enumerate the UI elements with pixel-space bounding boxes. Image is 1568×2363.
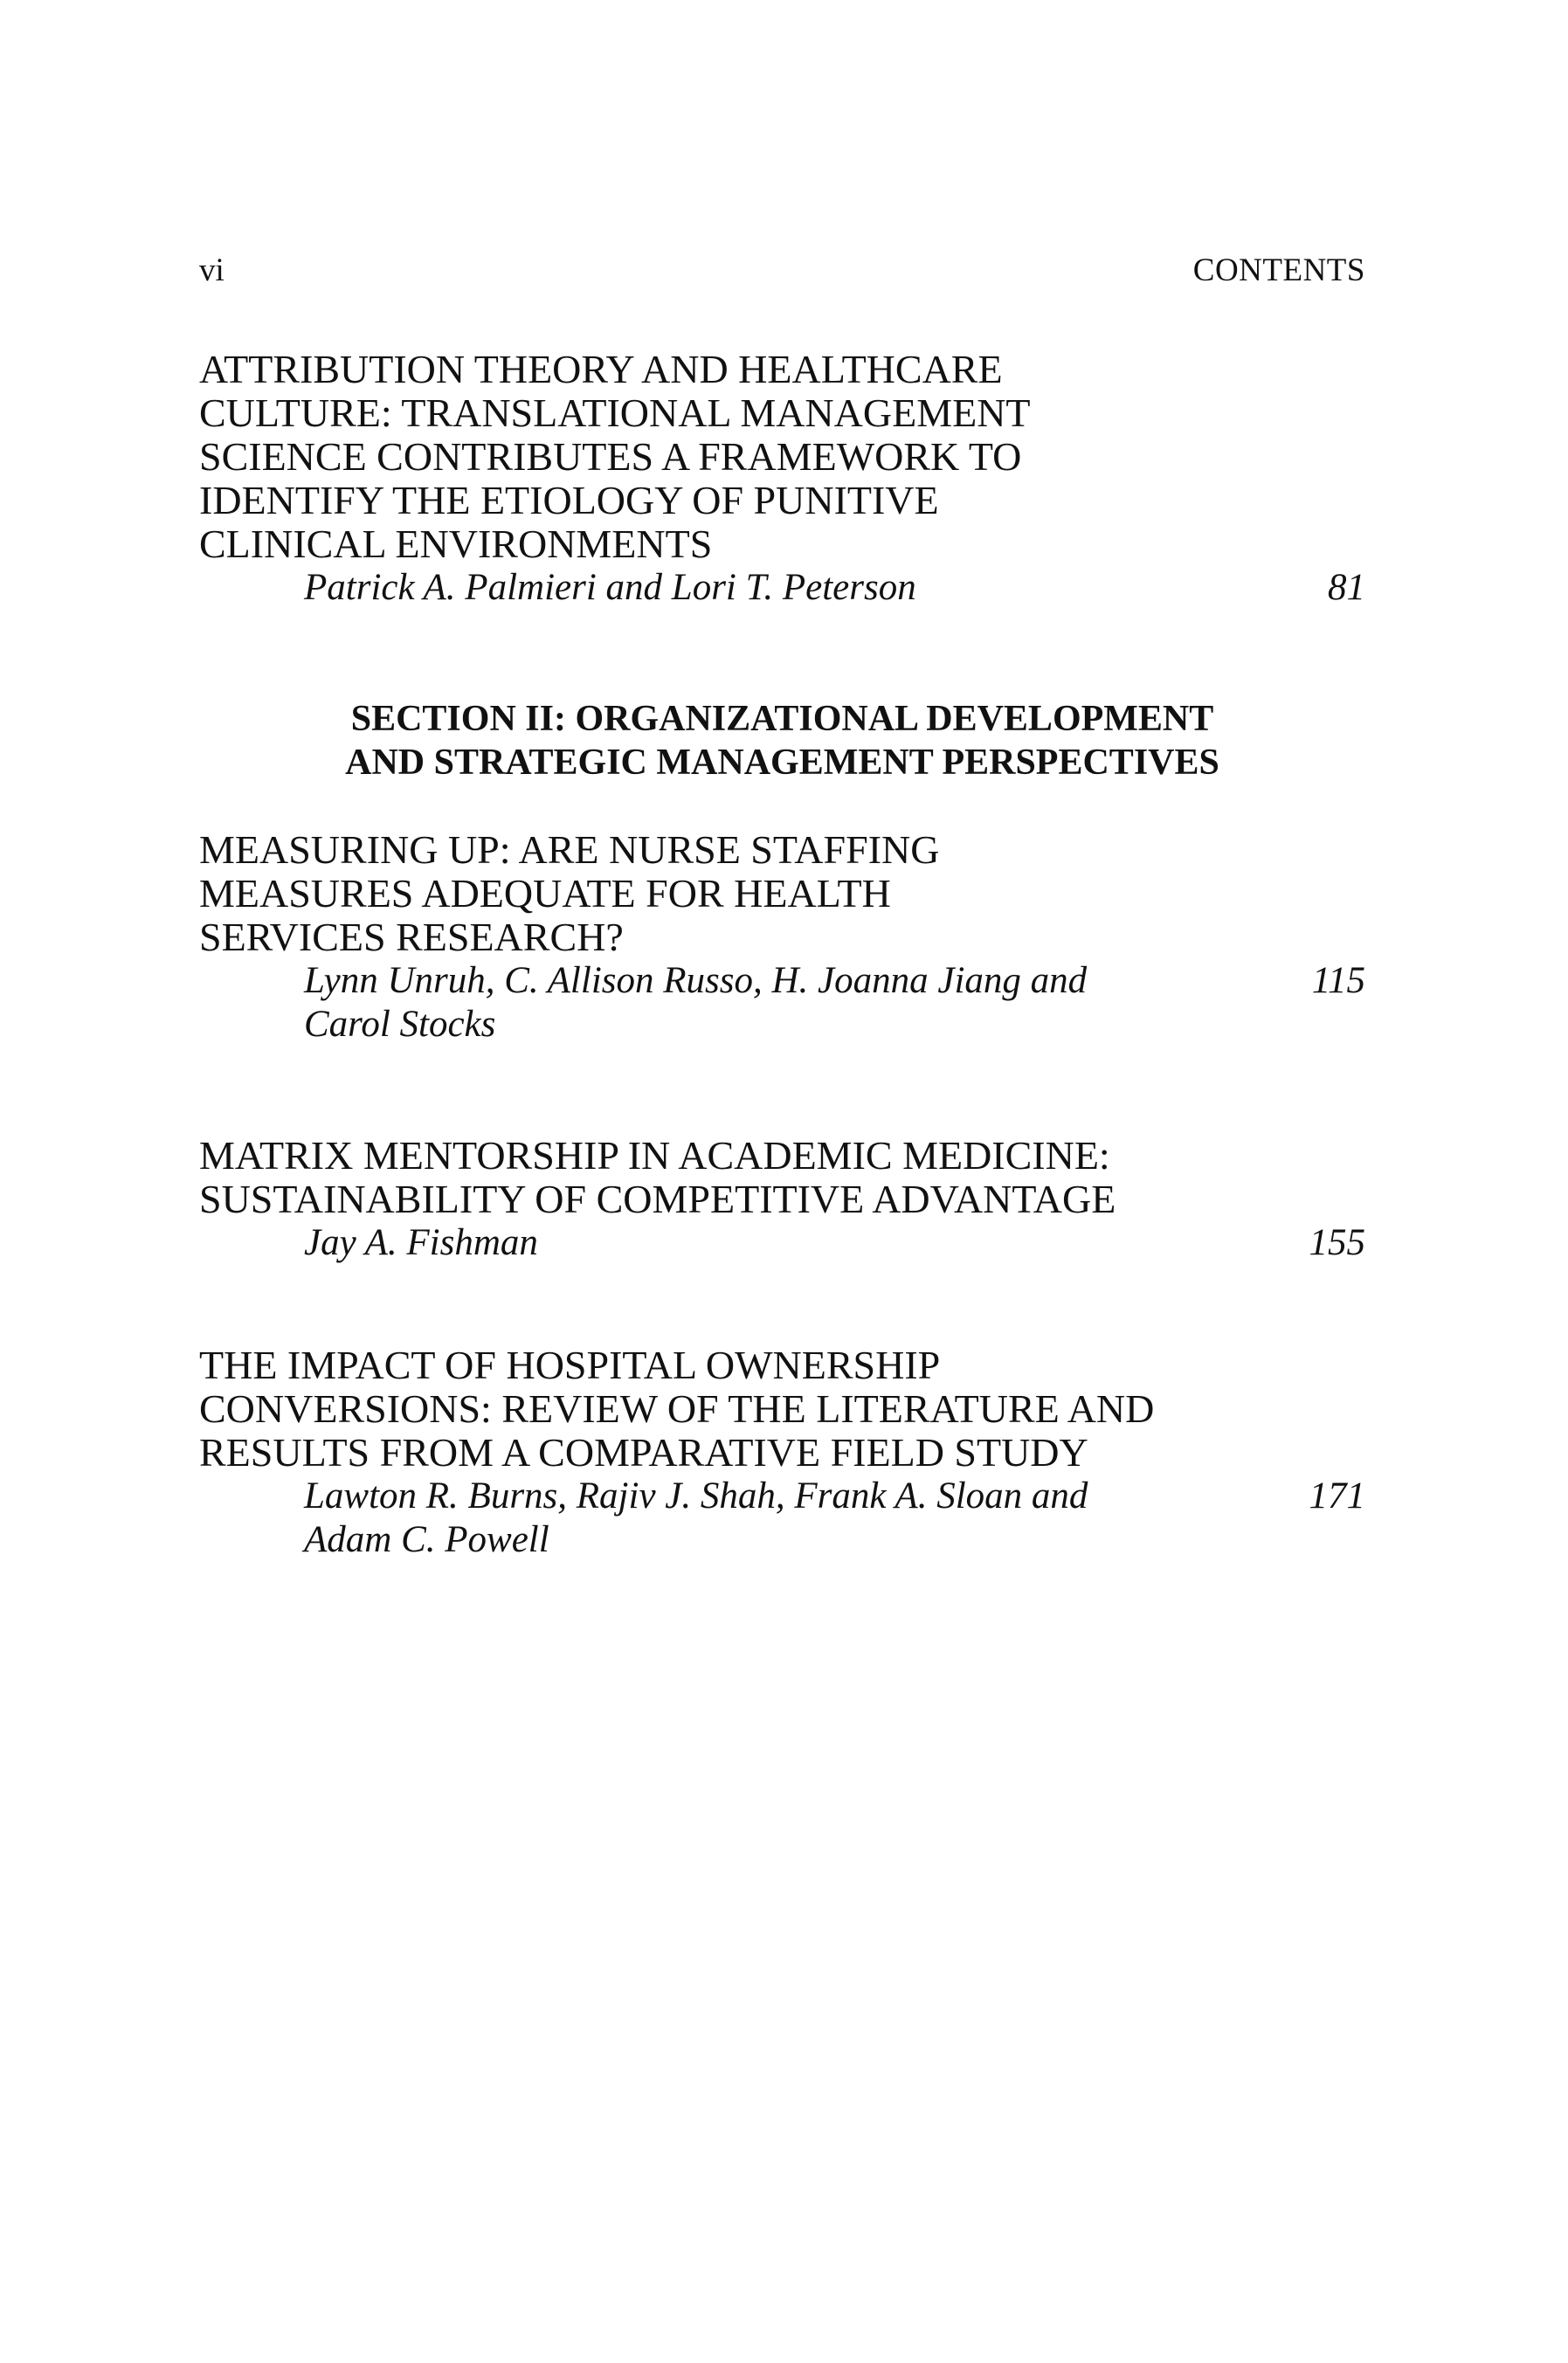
toc-entry[interactable]	[199, 1344, 1365, 1562]
entry-author-row	[199, 566, 1365, 610]
entry-page-number: 115	[1311, 960, 1365, 1001]
title-line: MEASURING UP: ARE NURSE STAFFING	[199, 827, 940, 872]
title-line: SUSTAINABILITY OF COMPETITIVE ADVANTAGE	[199, 1177, 1116, 1221]
author-line: Patrick A. Palmieri and Lori T. Peterson	[304, 567, 916, 608]
entry-authors	[304, 1475, 1088, 1562]
author-line: Lawton R. Burns, Rajiv J. Shah, Frank A. Sloan and	[304, 1475, 1088, 1517]
toc-entry[interactable]	[199, 828, 1365, 1047]
entry-authors	[304, 566, 916, 610]
page-folio: vi	[199, 252, 224, 288]
title-line: THE IMPACT OF HOSPITAL OWNERSHIP	[199, 1343, 941, 1387]
title-line: CULTURE: TRANSLATIONAL MANAGEMENT	[199, 390, 1031, 435]
title-line: MEASURES ADEQUATE FOR HEALTH	[199, 871, 891, 915]
title-line: IDENTIFY THE ETIOLOGY OF PUNITIVE	[199, 478, 939, 522]
title-line: SERVICES RESEARCH?	[199, 915, 624, 959]
author-line: Jay A. Fishman	[304, 1222, 538, 1263]
title-line: SCIENCE CONTRIBUTES A FRAMEWORK TO	[199, 434, 1022, 479]
entry-authors	[304, 959, 1087, 1047]
author-line: Lynn Unruh, C. Allison Russo, H. Joanna Jiang and	[304, 960, 1088, 1001]
entry-page-number: 81	[1328, 567, 1365, 608]
title-line: CLINICAL ENVIRONMENTS	[199, 522, 713, 566]
entry-title	[199, 1134, 1365, 1221]
title-line: CONVERSIONS: REVIEW OF THE LITERATURE AND	[199, 1386, 1155, 1431]
author-line: Carol Stocks	[304, 1004, 496, 1045]
section-heading-line: SECTION II: ORGANIZATIONAL DEVELOPMENT	[350, 699, 1214, 739]
entry-title	[199, 1344, 1365, 1475]
toc-entry[interactable]	[199, 1134, 1365, 1265]
title-line: MATRIX MENTORSHIP IN ACADEMIC MEDICINE:	[199, 1133, 1110, 1178]
section-heading-line: AND STRATEGIC MANAGEMENT PERSPECTIVES	[345, 743, 1219, 783]
entry-page-number: 171	[1309, 1475, 1365, 1517]
entry-title	[199, 828, 1365, 959]
entry-page-number: 155	[1309, 1222, 1365, 1263]
author-line: Adam C. Powell	[304, 1519, 549, 1560]
running-title: CONTENTS	[1192, 252, 1365, 288]
entry-author-row	[199, 1221, 1365, 1265]
entry-author-row	[199, 959, 1365, 1047]
section-heading	[199, 697, 1365, 784]
toc-entry[interactable]	[199, 348, 1365, 610]
entry-authors	[304, 1221, 538, 1265]
title-line: RESULTS FROM A COMPARATIVE FIELD STUDY	[199, 1430, 1088, 1475]
entry-author-row	[199, 1475, 1365, 1562]
entry-title	[199, 348, 1365, 566]
running-head	[199, 250, 1365, 292]
title-line: ATTRIBUTION THEORY AND HEALTHCARE	[199, 347, 1003, 391]
